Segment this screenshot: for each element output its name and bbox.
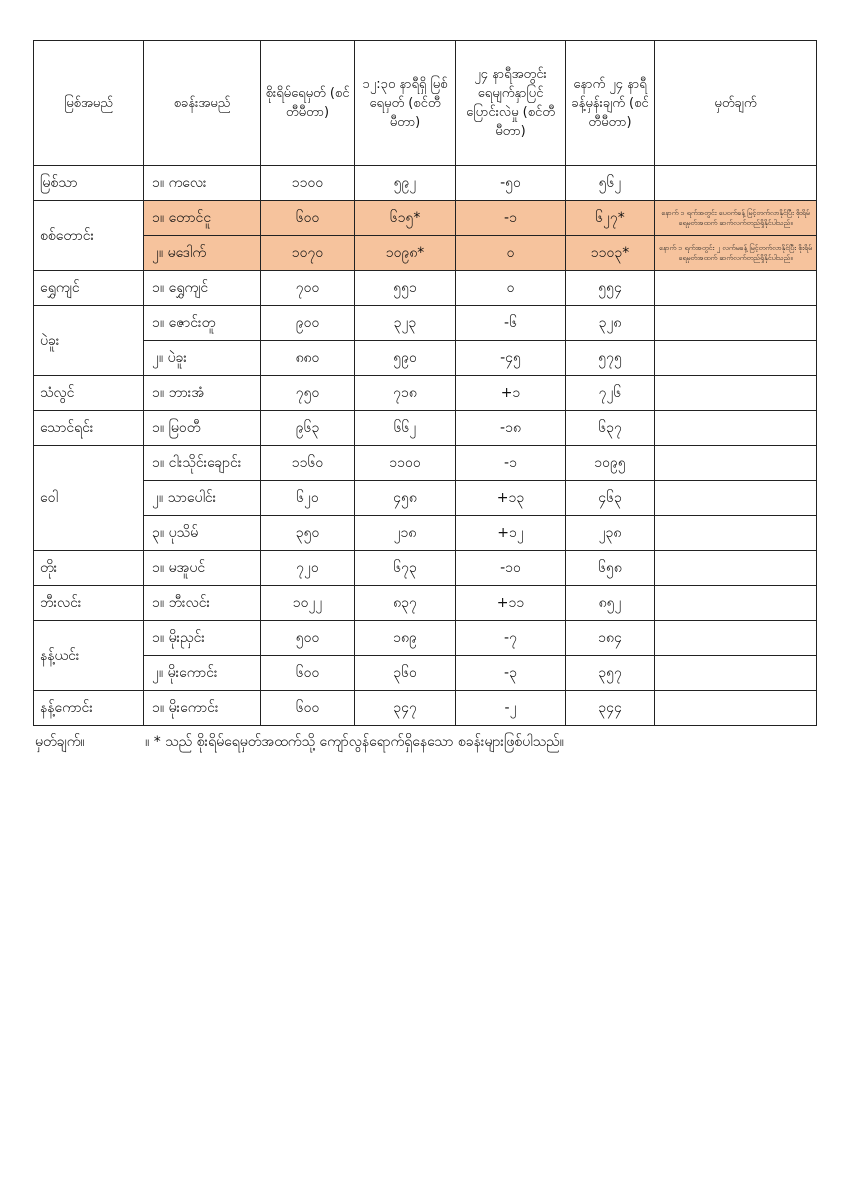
forecast-cell: ၃၄၄ — [566, 691, 655, 726]
current-level-cell: ၅၉၂ — [355, 166, 456, 201]
current-level-cell: ၁၈၉ — [355, 621, 456, 656]
danger-level-cell: ၆၀၀ — [261, 656, 355, 691]
station-cell: ၁။ ဘီးလင်း — [144, 586, 261, 621]
danger-level-cell: ၃၅၀ — [261, 516, 355, 551]
change-cell: -၆ — [456, 306, 566, 341]
table-row — [34, 271, 817, 306]
remark-cell — [655, 656, 817, 691]
current-level-cell: ၁၁၀၀ — [355, 446, 456, 481]
remark-cell: နောက် ၁ ရက်အတွင်း ၂ လက်မခန့် မြင့်တက်လာနိုင်ပြီး စိုးရိမ်ရေမှတ်အထက် ဆက်လက်တည်ရှိနိုင်ပါသည်။ — [655, 236, 817, 271]
danger-level-cell: ၁၁၀၀ — [261, 166, 355, 201]
station-cell: ၂။ သာပေါင်း — [144, 481, 261, 516]
river-cell: နန့်ကောင်း — [34, 691, 144, 726]
danger-level-cell: ၇၀၀ — [261, 271, 355, 306]
forecast-cell: ၃၂၈ — [566, 306, 655, 341]
change-cell: -၃ — [456, 656, 566, 691]
station-cell: ၁။ ကလေး — [144, 166, 261, 201]
forecast-cell: ၅၇၅ — [566, 341, 655, 376]
station-cell: ၁။ မိုးညှင်း — [144, 621, 261, 656]
station-cell: ၁။ မိုးကောင်း — [144, 691, 261, 726]
forecast-cell: ၆၅၈ — [566, 551, 655, 586]
remark-cell: နောက် ၁ ရက်အတွင်း ပေ၀က်ခန့် မြင့်တက်လာနိုင်ပြီး စိုးရိမ်ရေမှတ်အထက် ဆက်လက်တည်ရှိနိုင်ပါသည်။ — [655, 201, 817, 236]
footnote-label: မှတ်ချက်။ — [35, 734, 85, 750]
danger-level-cell: ၆၀၀ — [261, 201, 355, 236]
current-level-cell: ၆၁၅* — [355, 201, 456, 236]
remark-cell — [655, 376, 817, 411]
change-cell: -၅၀ — [456, 166, 566, 201]
forecast-cell: ၆၂၇* — [566, 201, 655, 236]
station-cell: ၁။ ရွှေကျင် — [144, 271, 261, 306]
table-row — [34, 551, 817, 586]
danger-level-cell: ၆၀၀ — [261, 691, 355, 726]
current-level-cell: ၄၅၈ — [355, 481, 456, 516]
change-cell: -၂ — [456, 691, 566, 726]
header-danger-level: စိုးရိမ်ရေမှတ် (စင်တီမီတာ) — [261, 41, 355, 166]
change-cell: -၁ — [456, 446, 566, 481]
change-cell: +၁၁ — [456, 586, 566, 621]
footnote-text: ။ * သည် စိုးရိမ်ရေမှတ်အထက်သို့ ကျော်လွန်ရောက်ရှိနေသော စခန်းများဖြစ်ပါသည်။ — [145, 734, 564, 750]
table-row — [34, 306, 817, 341]
remark-cell — [655, 341, 817, 376]
danger-level-cell: ၁၀၇၀ — [261, 236, 355, 271]
river-cell: နန့်ယင်း — [34, 621, 144, 691]
danger-level-cell: ၆၂၀ — [261, 481, 355, 516]
table-row — [34, 691, 817, 726]
change-cell: +၁၂ — [456, 516, 566, 551]
station-cell: ၁။ ငါးသိုင်းချောင်း — [144, 446, 261, 481]
forecast-cell: ၇၂၆ — [566, 376, 655, 411]
change-cell: -၁၀ — [456, 551, 566, 586]
forecast-cell: ၂၃၈ — [566, 516, 655, 551]
river-cell: ရွှေကျင် — [34, 271, 144, 306]
change-cell: ၀ — [456, 271, 566, 306]
change-cell: +၁ — [456, 376, 566, 411]
current-level-cell: ၅၉၀ — [355, 341, 456, 376]
remark-cell — [655, 621, 817, 656]
danger-level-cell: ၉၀၀ — [261, 306, 355, 341]
change-cell: -၇ — [456, 621, 566, 656]
header-current-level: ၁၂:၃၀ နာရီရှိ မြစ်ရေမှတ် (စင်တီမီတာ) — [355, 41, 456, 166]
current-level-cell: ၃၂၃ — [355, 306, 456, 341]
station-cell: ၂။ ပဲခူး — [144, 341, 261, 376]
header-row — [34, 41, 817, 166]
header-24h-change: ၂၄ နာရီအတွင်း ရေမျက်နှာပြင် ပြောင်းလဲမှု (စင်တီမီတာ) — [456, 41, 566, 166]
table-row — [34, 236, 817, 271]
table-row — [34, 656, 817, 691]
table-row — [34, 341, 817, 376]
current-level-cell: ၈၃၇ — [355, 586, 456, 621]
change-cell: -၁၈ — [456, 411, 566, 446]
table-row — [34, 411, 817, 446]
change-cell: +၁၃ — [456, 481, 566, 516]
table-row — [34, 481, 817, 516]
current-level-cell: ၃၆၀ — [355, 656, 456, 691]
forecast-cell: ၁၁၀၃* — [566, 236, 655, 271]
remark-cell — [655, 551, 817, 586]
forecast-cell: ၆၃၇ — [566, 411, 655, 446]
danger-level-cell: ၅၀၀ — [261, 621, 355, 656]
water-level-report — [33, 40, 816, 753]
river-cell: သံလွင် — [34, 376, 144, 411]
table-body — [34, 166, 817, 726]
forecast-cell: ၁၀၉၅ — [566, 446, 655, 481]
forecast-cell: ၅၅၄ — [566, 271, 655, 306]
water-level-table — [33, 40, 817, 726]
remark-cell — [655, 271, 817, 306]
table-row — [34, 586, 817, 621]
current-level-cell: ၅၅၁ — [355, 271, 456, 306]
current-level-cell: ၆၇၃ — [355, 551, 456, 586]
current-level-cell: ၇၁၈ — [355, 376, 456, 411]
station-cell: ၁။ တောင်ငူ — [144, 201, 261, 236]
river-cell: တိုး — [34, 551, 144, 586]
forecast-cell: ၅၆၂ — [566, 166, 655, 201]
station-cell: ၂။ မဒေါက် — [144, 236, 261, 271]
table-row — [34, 201, 817, 236]
remark-cell — [655, 446, 817, 481]
current-level-cell: ၃၄၇ — [355, 691, 456, 726]
river-cell: သောင်ရင်း — [34, 411, 144, 446]
remark-cell — [655, 516, 817, 551]
current-level-cell: ၁၀၉၈* — [355, 236, 456, 271]
river-cell: စစ်တောင်း — [34, 201, 144, 271]
change-cell: ၀ — [456, 236, 566, 271]
forecast-cell: ၈၅၂ — [566, 586, 655, 621]
header-remark: မှတ်ချက် — [655, 41, 817, 166]
danger-level-cell: ၈၈၀ — [261, 341, 355, 376]
forecast-cell: ၄၆၃ — [566, 481, 655, 516]
station-cell: ၁။ မြဝတီ — [144, 411, 261, 446]
station-cell: ၁။ မအူပင် — [144, 551, 261, 586]
remark-cell — [655, 586, 817, 621]
header-river: မြစ်အမည် — [34, 41, 144, 166]
river-cell: ပဲခူး — [34, 306, 144, 376]
station-cell: ၁။ ဘားအံ — [144, 376, 261, 411]
forecast-cell: ၁၈၄ — [566, 621, 655, 656]
header-forecast: နောက် ၂၄ နာရီ ခန့်မှန်းချက် (စင်တီမီတာ) — [566, 41, 655, 166]
river-cell: မြစ်သာ — [34, 166, 144, 201]
table-row — [34, 376, 817, 411]
change-cell: -၁ — [456, 201, 566, 236]
river-cell: ဝေါ — [34, 446, 144, 551]
change-cell: -၄၅ — [456, 341, 566, 376]
danger-level-cell: ၁၁၆၀ — [261, 446, 355, 481]
remark-cell — [655, 166, 817, 201]
station-cell: ၃။ ပုသိမ် — [144, 516, 261, 551]
footnote — [33, 732, 816, 753]
danger-level-cell: ၉၆၃ — [261, 411, 355, 446]
station-cell: ၂။ မိုးကောင်း — [144, 656, 261, 691]
table-row — [34, 516, 817, 551]
station-cell: ၁။ ဇောင်းတူ — [144, 306, 261, 341]
danger-level-cell: ၇၅၀ — [261, 376, 355, 411]
table-row — [34, 166, 817, 201]
table-row — [34, 446, 817, 481]
current-level-cell: ၂၁၈ — [355, 516, 456, 551]
table-row — [34, 621, 817, 656]
danger-level-cell: ၇၂၀ — [261, 551, 355, 586]
header-station: စခန်းအမည် — [144, 41, 261, 166]
current-level-cell: ၆၆၂ — [355, 411, 456, 446]
remark-cell — [655, 481, 817, 516]
remark-cell — [655, 306, 817, 341]
forecast-cell: ၃၅၇ — [566, 656, 655, 691]
remark-cell — [655, 691, 817, 726]
remark-cell — [655, 411, 817, 446]
danger-level-cell: ၁၀၂၂ — [261, 586, 355, 621]
river-cell: ဘီးလင်း — [34, 586, 144, 621]
